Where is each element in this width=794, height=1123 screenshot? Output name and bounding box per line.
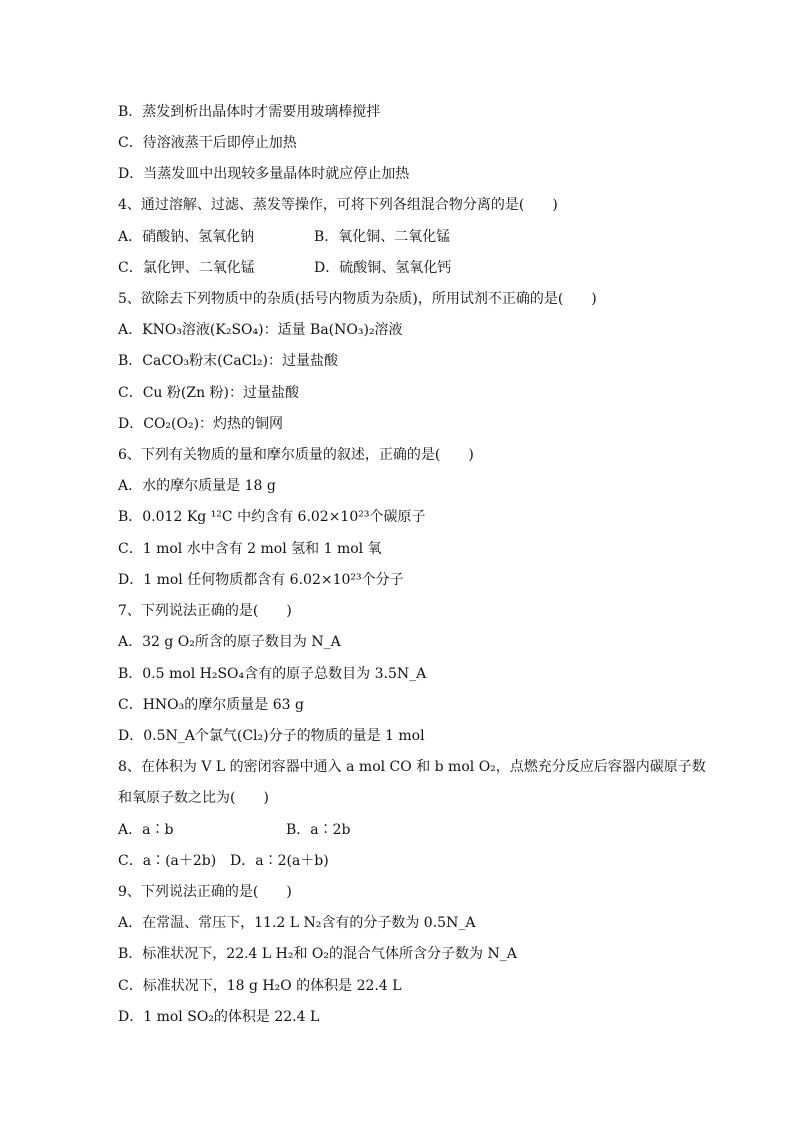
q9-stem: 9、下列说法正确的是( ) bbox=[118, 884, 292, 900]
q8-option-d: D．a∶2(a＋b) bbox=[230, 853, 329, 869]
q5-option-a: A．KNO₃溶液(K₂SO₄)：适量 Ba(NO₃)₂溶液 bbox=[118, 322, 403, 338]
q8-options-row1 bbox=[118, 820, 351, 840]
q8-stem-line2: 和氧原子数之比为( ) bbox=[118, 790, 269, 806]
q4-options-row1 bbox=[118, 227, 451, 247]
q4-options-row2 bbox=[118, 258, 452, 278]
q5-option-d: D．CO₂(O₂)：灼热的铜网 bbox=[118, 416, 284, 432]
q8-stem-line1: 8、在体积为 V L 的密闭容器中通入 a mol CO 和 b mol O₂，点燃充分反应后容器内碳原子数 bbox=[118, 759, 706, 775]
q8-option-b: B．a∶2b bbox=[286, 822, 351, 838]
q9-option-b: B．标准状况下，22.4 L H₂和 O₂的混合气体所含分子数为 N_A bbox=[118, 946, 517, 962]
q8-option-c: C．a∶(a＋2b) bbox=[118, 853, 217, 869]
q7-option-a: A．32 g O₂所含的原子数目为 N_A bbox=[118, 634, 341, 650]
q5-option-c: C．Cu 粉(Zn 粉)：过量盐酸 bbox=[118, 385, 300, 401]
q4-stem: 4、通过溶解、过滤、蒸发等操作，可将下列各组混合物分离的是( ) bbox=[118, 197, 558, 213]
q6-option-b: B．0.012 Kg ¹²C 中约含有 6.02×10²³个碳原子 bbox=[118, 509, 426, 525]
q7-option-c: C．HNO₃的摩尔质量是 63 g bbox=[118, 697, 304, 713]
q5-stem: 5、欲除去下列物质中的杂质(括号内物质为杂质)，所用试剂不正确的是( ) bbox=[118, 291, 597, 307]
q8-option-a: A．a∶b bbox=[118, 822, 174, 838]
q6-option-d: D．1 mol 任何物质都含有 6.02×10²³个分子 bbox=[118, 572, 404, 588]
q4-option-a: A．硝酸钠、氢氧化钠 bbox=[118, 229, 255, 245]
q3-option-c: C．待溶液蒸干后即停止加热 bbox=[118, 135, 297, 151]
q7-stem: 7、下列说法正确的是( ) bbox=[118, 603, 292, 619]
q8-options-row2 bbox=[118, 851, 329, 871]
q6-option-c: C．1 mol 水中含有 2 mol 氢和 1 mol 氧 bbox=[118, 541, 382, 557]
q3-option-d: D．当蒸发皿中出现较多量晶体时就应停止加热 bbox=[118, 166, 410, 182]
q9-option-d: D．1 mol SO₂的体积是 22.4 L bbox=[118, 1009, 320, 1025]
q6-option-a: A．水的摩尔质量是 18 g bbox=[118, 478, 276, 494]
q3-option-b: B．蒸发到析出晶体时才需要用玻璃棒搅拌 bbox=[118, 104, 381, 120]
q7-option-b: B．0.5 mol H₂SO₄含有的原子总数目为 3.5N_A bbox=[118, 666, 427, 682]
q6-stem: 6、下列有关物质的量和摩尔质量的叙述，正确的是( ) bbox=[118, 447, 474, 463]
q9-option-c: C．标准状况下，18 g H₂O 的体积是 22.4 L bbox=[118, 978, 402, 994]
q4-option-c: C．氯化钾、二氧化锰 bbox=[118, 260, 255, 276]
q4-option-b: B．氧化铜、二氧化锰 bbox=[314, 229, 451, 245]
q9-option-a: A．在常温、常压下，11.2 L N₂含有的分子数为 0.5N_A bbox=[118, 915, 476, 931]
q7-option-d: D．0.5N_A个氯气(Cl₂)分子的物质的量是 1 mol bbox=[118, 728, 425, 744]
q4-option-d: D．硫酸铜、氢氧化钙 bbox=[314, 260, 452, 276]
q5-option-b: B．CaCO₃粉末(CaCl₂)：过量盐酸 bbox=[118, 353, 338, 369]
